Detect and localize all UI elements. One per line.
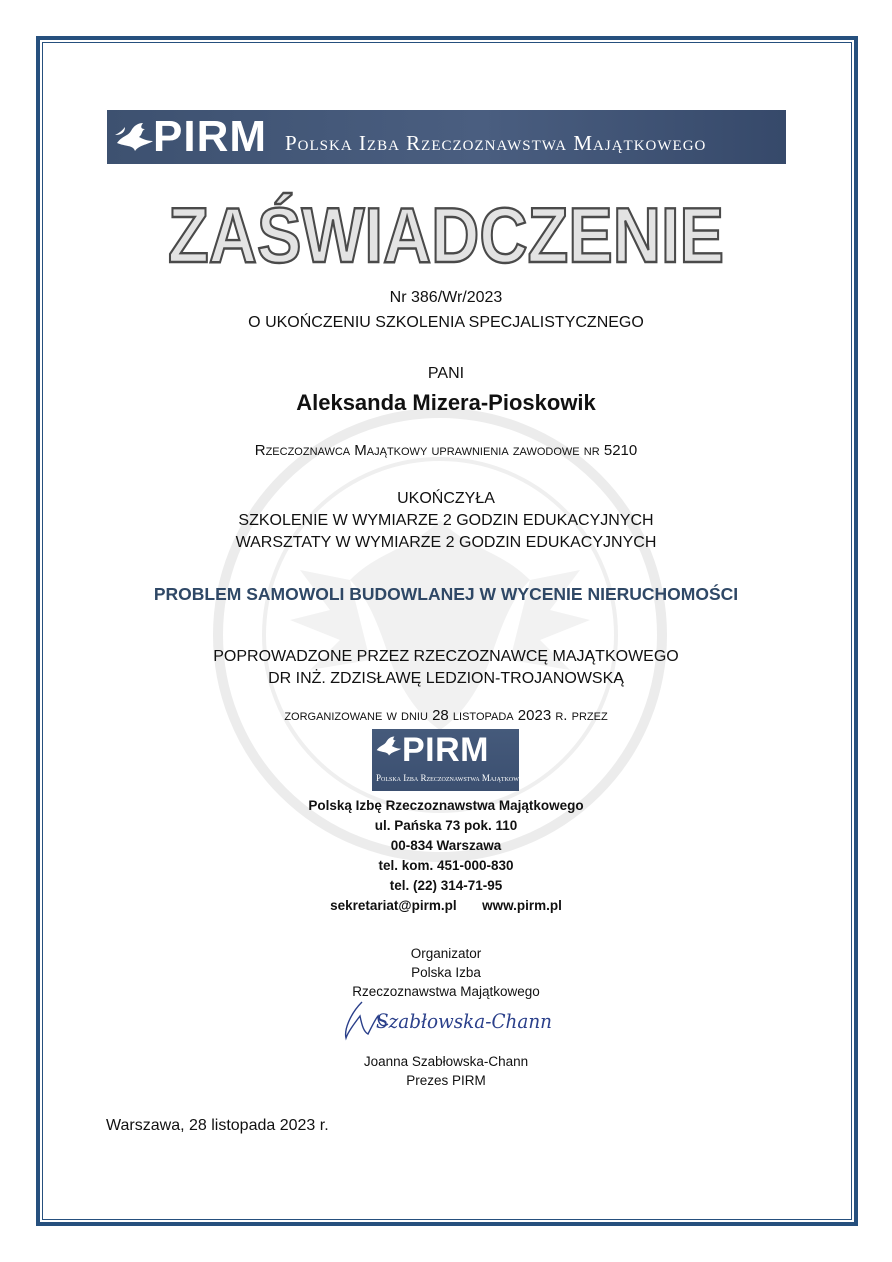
conducted-by-line: POPROWADZONE PRZEZ RZECZOZNAWCĘ MAJĄTKOWEGO [213, 648, 679, 665]
salutation: PANI [427, 365, 465, 382]
organized-date-line: zorganizowane w dniu 28 listopada 2023 r. przez [284, 707, 608, 724]
signatory-role: Organizator [410, 946, 482, 961]
handwritten-signature [332, 996, 564, 1046]
brand-word: PIRM [153, 112, 267, 161]
course-title: PROBLEM SAMOWOLI BUDOWLANEJ W WYCENIE NIERUCHOMOŚCI [153, 584, 739, 604]
contact-city: 00-834 Warszawa [390, 838, 502, 853]
signatory-org-line2: Rzeczoznawstwa Majątkowego [352, 984, 540, 999]
brand-full-name: Polska Izba Rzeczoznawstwa Majątkowego [285, 130, 707, 155]
signatory-title: Prezes PIRM [406, 1073, 486, 1088]
contact-phone-mobile: tel. kom. 451-000-830 [378, 858, 514, 873]
certificate-subtitle: O UKOŃCZENIU SZKOLENIA SPECJALISTYCZNEGO [248, 314, 644, 331]
eagle-logo-small-icon [374, 732, 404, 760]
contact-org-name: Polską Izbę Rzeczoznawstwa Majątkowego [308, 798, 584, 813]
eagle-logo-icon [113, 117, 157, 157]
organizer-logo-word: PIRM [402, 731, 489, 769]
header-banner [107, 110, 786, 164]
workshop-hours-line: WARSZTATY W WYMIARZE 2 GODZIN EDUKACYJNYCH [235, 534, 657, 551]
organizer-logo-subtitle: Polska Izba Rzeczoznawstwa Majątkowego [376, 773, 532, 783]
contact-email: sekretariat@pirm.pl [330, 898, 457, 913]
place-date: Warszawa, 28 listopada 2023 r. [106, 1117, 329, 1134]
recipient-qualification: Rzeczoznawca Majątkowy uprawnienia zawodowe nr 5210 [254, 442, 638, 459]
organizer-logo [372, 729, 532, 791]
lecturer-name: DR INŻ. ZDZISŁAWĘ LEDZION-TROJANOWSKĄ [268, 670, 624, 687]
contact-web-row [0, 897, 892, 915]
certificate-title-text: ZAŚWIADCZENIE [168, 191, 724, 279]
signatory-name: Joanna Szabłowska-Chann [363, 1054, 529, 1069]
contact-street: ul. Pańska 73 pok. 110 [374, 818, 518, 833]
contact-phone: tel. (22) 314-71-95 [389, 878, 503, 893]
training-hours-line: SZKOLENIE W WYMIARZE 2 GODZIN EDUKACYJNYCH [238, 512, 654, 529]
certificate-number: Nr 386/Wr/2023 [389, 289, 503, 306]
signatory-org-line1: Polska Izba [411, 965, 481, 980]
contact-website: www.pirm.pl [482, 898, 562, 913]
completed-label: UKOŃCZYŁA [397, 490, 495, 507]
recipient-name: Aleksanda Mizera-Pioskowik [296, 390, 596, 415]
certificate-title [150, 186, 742, 279]
svg-text:Szabłowska-Chann: Szabłowska-Chann [376, 1009, 552, 1033]
